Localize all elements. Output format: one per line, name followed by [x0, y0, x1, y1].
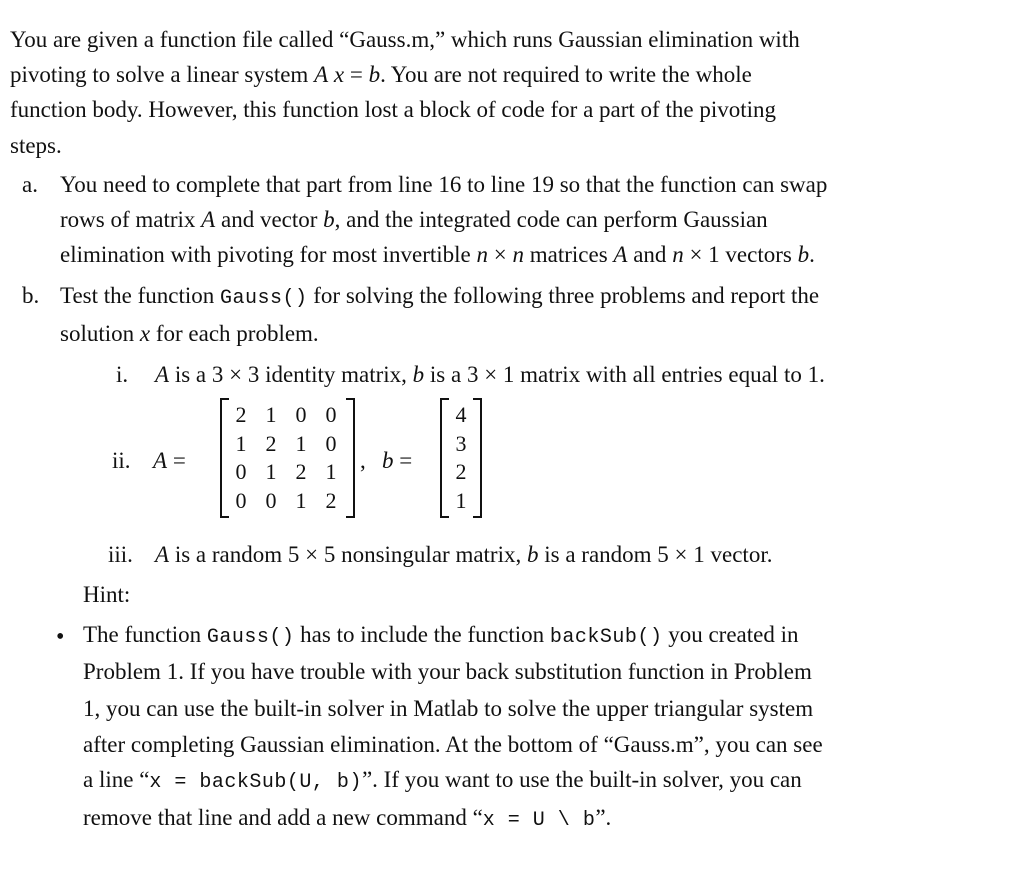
matrix-A: [220, 398, 355, 518]
matrix-A-cell: 2: [325, 487, 337, 513]
matrix-A-cell: 0: [235, 459, 247, 484]
part-a-line-1: You need to complete that part from line 16 to line 19 so that the function can swap: [60, 172, 828, 197]
part-b-marker: b.: [22, 283, 40, 308]
vector-b-cell: 2: [455, 459, 467, 484]
hint-line-6: remove that line and add a new command “x = U \ b”.: [83, 805, 612, 832]
matrix-A-cell: 2: [295, 459, 307, 484]
item-i-marker: i.: [116, 362, 129, 387]
intro-line-4: steps.: [10, 133, 62, 158]
matrix-A-right-bracket: [346, 398, 355, 518]
item-i-text: A is a 3 × 3 identity matrix, b is a 3 × 1 matrix with all entries equal to 1.: [155, 362, 825, 387]
matrix-A-cell: 1: [235, 430, 247, 456]
item-ii-b-label: b =: [382, 448, 413, 473]
matrix-A-cell: 1: [325, 459, 337, 484]
matrix-A-cell: 0: [325, 430, 337, 456]
intro-line-3: function body. However, this function lost a block of code for a part of the pivoting: [10, 97, 776, 122]
matrix-A-cell: 2: [235, 402, 247, 427]
intro-line-2: pivoting to solve a linear system A x = b. You are not required to write the whole: [10, 62, 752, 87]
matrix-A-cell: 2: [265, 430, 277, 456]
matrix-A-cell: 0: [295, 402, 307, 427]
matrix-A-cell: 1: [295, 487, 307, 513]
matrix-A-cell: 0: [325, 402, 337, 427]
part-a-line-2: rows of matrix A and vector b, and the integrated code can perform Gaussian: [60, 207, 768, 232]
hint-line-3: 1, you can use the built-in solver in Matlab to solve the upper triangular system: [83, 696, 814, 721]
part-b-line-2: solution x for each problem.: [60, 321, 319, 346]
hint-line-5: a line “x = backSub(U, b)”. If you want to use the built-in solver, you can: [83, 767, 802, 794]
hint-line-1: The function Gauss() has to include the function backSub() you created in: [83, 622, 799, 649]
item-ii-lhs: A =: [153, 448, 186, 473]
part-a-marker: a.: [22, 172, 38, 197]
matrix-A-cell: 1: [265, 459, 277, 484]
item-ii-marker: ii.: [112, 448, 131, 473]
matrix-A-cell: 0: [265, 487, 277, 513]
part-a-line-3: elimination with pivoting for most invertible n × n matrices A and n × 1 vectors b.: [60, 242, 815, 267]
hint-line-4: after completing Gaussian elimination. At the bottom of “Gauss.m”, you can see: [83, 732, 823, 757]
hint-line-2: Problem 1. If you have trouble with your back substitution function in Problem: [83, 659, 812, 684]
hint-label: Hint:: [83, 582, 131, 607]
intro-line-1: You are given a function file called “Gauss.m,” which runs Gaussian elimination with: [10, 27, 800, 52]
part-b-line-1: Test the function Gauss() for solving the following three problems and report the: [60, 283, 820, 310]
vector-b: [440, 398, 482, 518]
vector-b-cell: 4: [455, 402, 467, 427]
item-ii-comma: ,: [360, 448, 366, 473]
vector-b-cell: 3: [455, 430, 467, 456]
vector-b-cell: 1: [455, 487, 467, 513]
matrix-A-cell: 1: [295, 430, 307, 456]
matrix-A-cell: 0: [235, 487, 247, 513]
item-iii-text: A is a random 5 × 5 nonsingular matrix, b is a random 5 × 1 vector.: [155, 542, 773, 567]
matrix-A-cell: 1: [265, 402, 277, 427]
item-iii-marker: iii.: [108, 542, 133, 567]
vector-b-right-bracket: [473, 398, 482, 518]
hint-bullet: •: [56, 624, 65, 650]
